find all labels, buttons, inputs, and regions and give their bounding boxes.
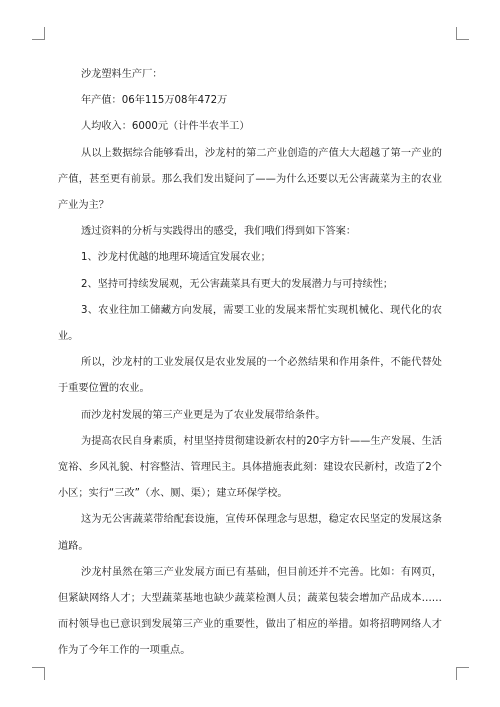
- document-body: [58, 62, 442, 665]
- paragraph-quality-measures: 为提高农民自身素质，村里坚持贯彻建设新农村的20字方针——生产发展、生活宽裕、乡风礼貌、村容整洁、管理民主。具体措施表此刻：建设农民新村，改造了2个小区；实行“三改”（水、厕、渠）；建立环保学校。: [58, 435, 442, 500]
- paragraph-shortcomings: 沙龙村虽然在第三产业发展方面已有基础，但目前还并不完善。比如：有网页，但紧缺网络人才；大型蔬菜基地也缺少蔬菜检测人员；蔬菜包装会增加产品成本……而村领导也已意识到发展第三产业的重要性，做出了相应的举措。如将招聘网络人才作为了今年工作的一项重点。: [58, 566, 442, 657]
- paragraph-conclusion-lead: 透过资料的分析与实践得出的感受，我们哦们得到如下答案：: [81, 226, 357, 238]
- paragraph-factory-name: 沙龙塑料生产厂：: [81, 69, 163, 80]
- list-item-answer-3: 3、农业往加工储藏方向发展，需要工业的发展来帮忙实现机械化、现代化的农业。: [58, 304, 442, 343]
- paragraph-per-capita-income: 人均收入：6000元（计件半农半工）: [81, 121, 250, 133]
- crop-mark-bottom-left: [32, 667, 45, 680]
- crop-mark-top-right: [456, 27, 469, 40]
- paragraph-infrastructure: 这为无公害蔬菜带给配套设施，宣传环保理念与思想，稳定农民坚定的发展这条道路。: [58, 514, 442, 552]
- paragraph-industry-role: 所以，沙龙村的工业发展仅是农业发展的一个必然结果和作用条件，不能代替处于重要位置的农业。: [58, 357, 442, 395]
- crop-mark-bottom-right: [456, 667, 469, 680]
- paragraph-analysis-intro: 从以上数据综合能够看出，沙龙村的第二产业创造的产值大大超越了第一产业的产值，甚至更有前景。那么我们发出疑问了——为什么还要以无公害蔬菜为主的农业产业为主？: [58, 147, 442, 212]
- paragraph-annual-output: 年产值：06年115万08年472万: [81, 95, 228, 107]
- crop-mark-top-left: [32, 27, 45, 40]
- list-item-answer-2: 2、坚持可持续发展观，无公害蔬菜具有更大的发展潜力与可持续性；: [81, 278, 394, 290]
- list-item-answer-1: 1、沙龙村优越的地理环境适宜发展农业；: [81, 252, 271, 264]
- paragraph-tertiary-role: 而沙龙村发展的第三产业更是为了农业发展带给条件。: [81, 409, 326, 421]
